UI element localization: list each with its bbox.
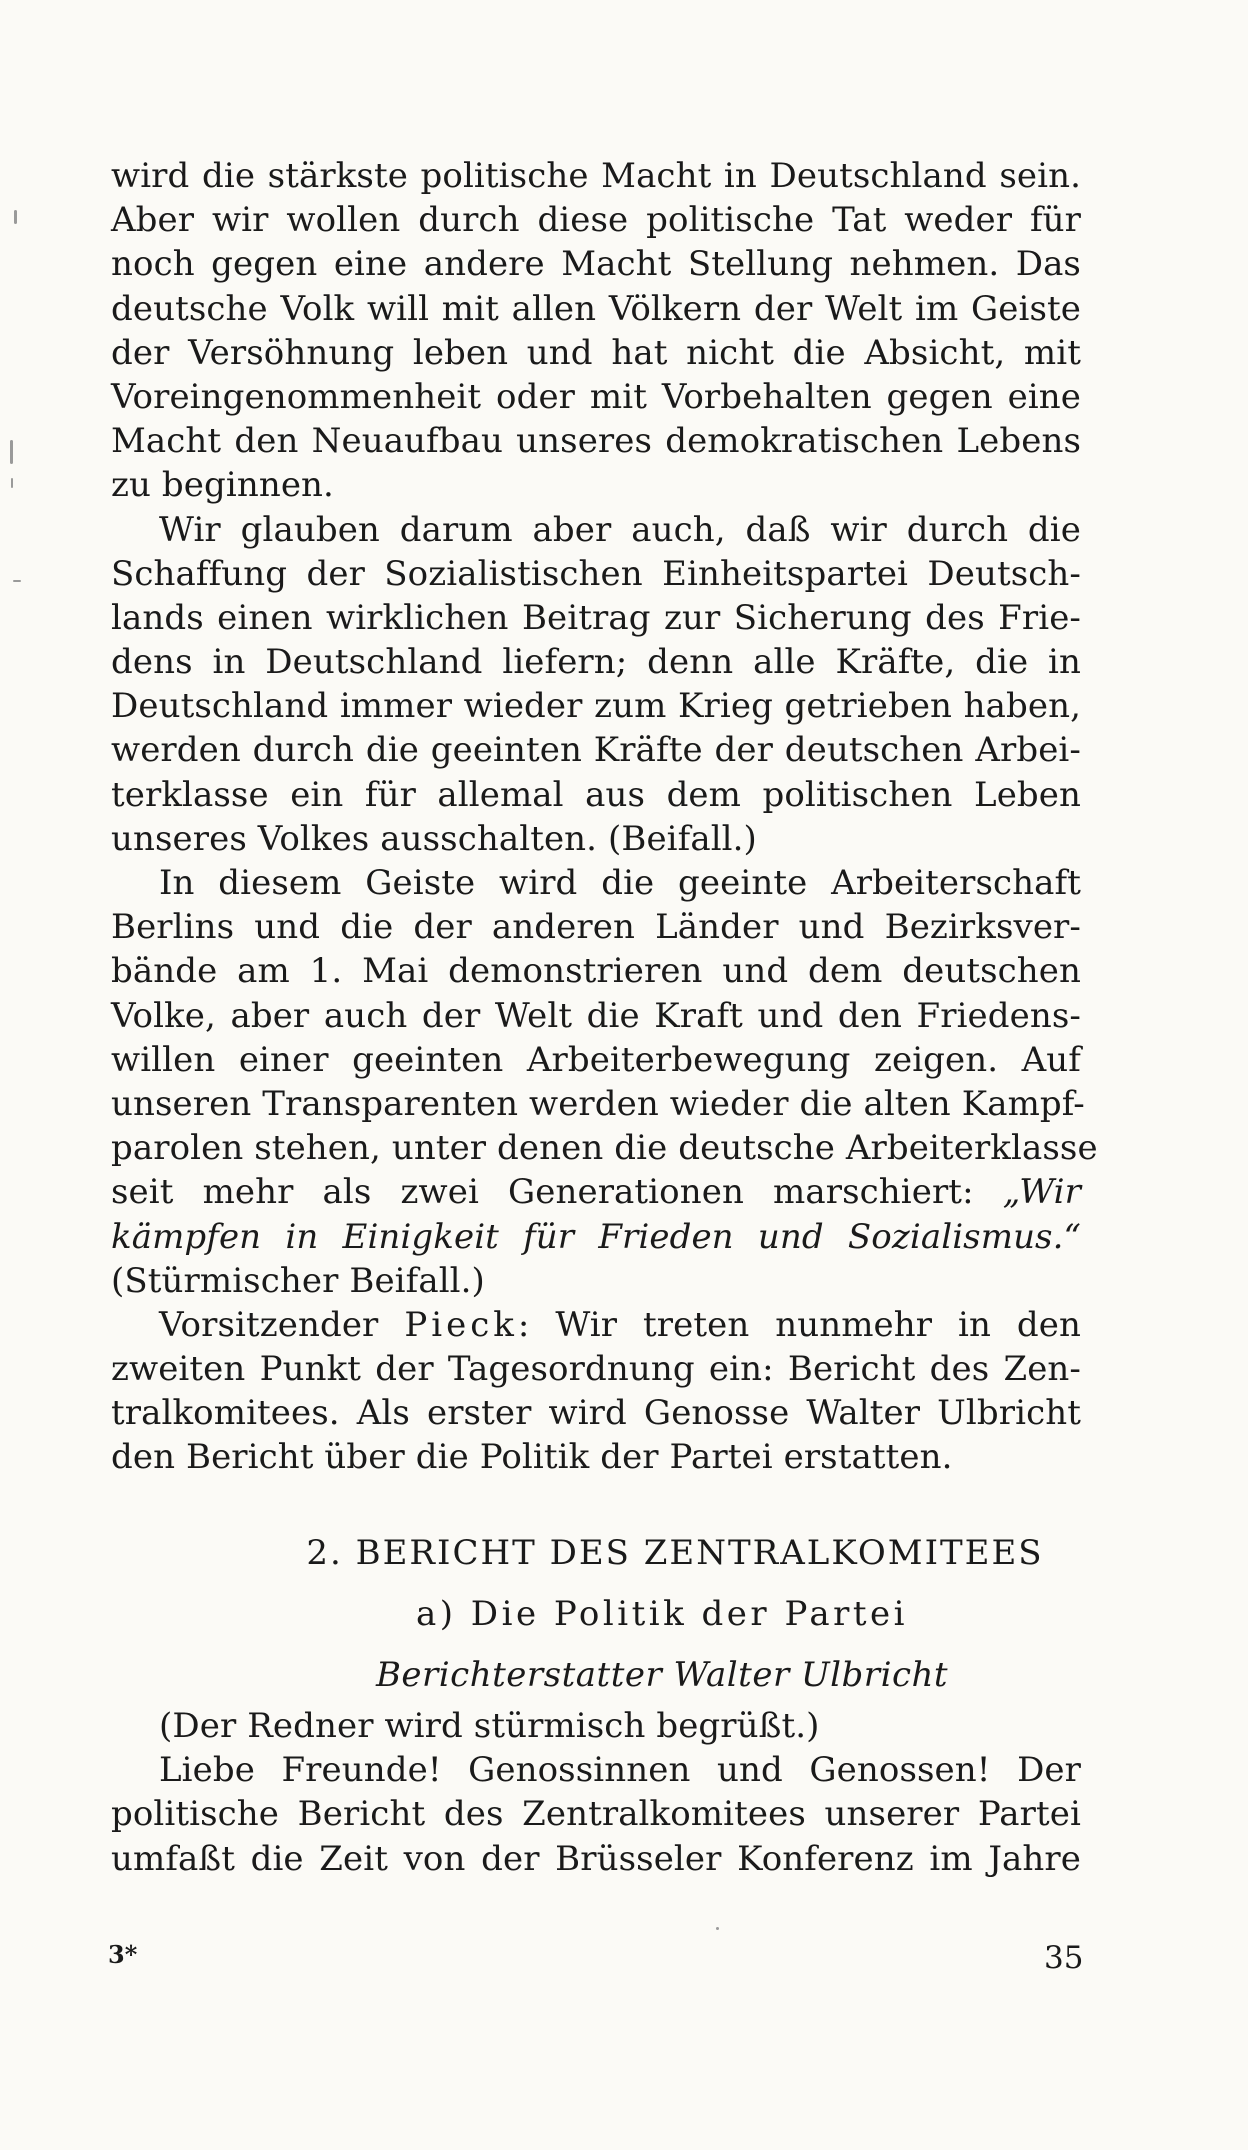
scan-speck [14, 210, 17, 224]
text-line-with-quote [111, 1170, 1081, 1214]
text-line: parolen stehen, unter denen die deutsche Arbeiterklasse [111, 1128, 1098, 1169]
text-line: politische Bericht des Zentralkomitees unserer Partei [111, 1794, 1081, 1835]
speaker-line [111, 1303, 1081, 1347]
page-number: 35 [1044, 1940, 1084, 1976]
text-line: Aber wir wollen durch diese politische Tat weder für [111, 200, 1081, 241]
text-line: Macht den Neuaufbau unseres demokratischen Lebens [111, 421, 1081, 462]
text-line: In diesem Geiste wird die geeinte Arbeiterschaft [159, 863, 1081, 903]
text-line: Deutschland immer wieder zum Krieg getrieben haben, [111, 686, 1081, 727]
text-line: umfaßt die Zeit von der Brüsseler Konferenz im Jahre [111, 1838, 1081, 1879]
text-line: Liebe Freunde! Genossinnen und Genossen! Der [159, 1750, 1081, 1791]
text-line: Volke, aber auch der Welt die Kraft und den Friedens- [111, 995, 1081, 1036]
text-line: werden durch die geeinten Kräfte der deutschen Arbei- [111, 730, 1081, 771]
text-line: Berlins und die der anderen Länder und Bezirksver- [111, 907, 1081, 948]
text-line: willen einer geeinten Arbeiterbewegung zeigen. Auf [111, 1039, 1081, 1080]
text-line: noch gegen eine andere Macht Stellung nehmen. Das [111, 244, 1081, 285]
italic-quote-line: kämpfen in Einigkeit für Frieden und Sozialismus.“ [111, 1216, 1081, 1257]
speaker-title: Vorsitzender [159, 1304, 379, 1345]
text-line: terklasse ein für allemal aus dem politischen Leben [111, 774, 1081, 815]
text-line: bände am 1. Mai demonstrieren und dem deutschen [111, 951, 1081, 992]
signature-mark: 3* [108, 1940, 138, 1969]
body-text-bottom [111, 1704, 1081, 1881]
text-line: zweiten Punkt der Tagesordnung ein: Bericht des Zen- [111, 1349, 1081, 1390]
subsection-heading: a) Die Politik der Partei [415, 1594, 909, 1634]
text-line: tralkomitees. Als erster wird Genosse Walter Ulbricht [111, 1393, 1081, 1434]
text-line: (Stürmischer Beifall.) [111, 1260, 485, 1301]
text-line: dens in Deutschland liefern; denn alle Kräfte, die in [111, 642, 1081, 683]
speaker-text: : Wir treten nunmehr in den [517, 1304, 1081, 1345]
text-line: unseres Volkes ausschalten. (Beifall.) [111, 818, 757, 859]
quote-lead-in: seit mehr als zwei Generationen marschiert: [111, 1172, 974, 1213]
speaker-name: Pieck [404, 1304, 518, 1345]
scan-speck [11, 478, 13, 488]
text-line: unseren Transparenten werden wieder die alten Kampf- [111, 1083, 1085, 1124]
text-line: zu beginnen. [111, 465, 334, 506]
scan-speck [13, 580, 21, 582]
body-text-top [111, 154, 1098, 1480]
quote-open: „Wir [1002, 1172, 1081, 1213]
text-line: wird die stärkste politische Macht in Deutschland sein. [111, 156, 1081, 196]
section-heading: 2. BERICHT DES ZENTRALKOMITEES [306, 1533, 1044, 1573]
text-line: der Versöhnung leben und hat nicht die Absicht, mit [111, 332, 1081, 373]
text-line: lands einen wirklichen Beitrag zur Sicherung des Frie- [111, 597, 1081, 638]
scan-speck [716, 1927, 719, 1930]
stage-direction: (Der Redner wird stürmisch begrüßt.) [159, 1706, 820, 1746]
text-line: Voreingenommenheit oder mit Vorbehalten gegen eine [111, 376, 1081, 417]
scan-speck [10, 440, 13, 464]
reporter-heading: Berichterstatter Walter Ulbricht [375, 1655, 949, 1695]
text-line: Schaffung der Sozialistischen Einheitspartei Deutsch- [111, 553, 1081, 594]
text-line: deutsche Volk will mit allen Völkern der Welt im Geiste [111, 288, 1081, 329]
text-line: den Bericht über die Politik der Partei erstatten. [111, 1437, 953, 1478]
text-line: Wir glauben darum aber auch, daß wir durch die [159, 509, 1081, 550]
